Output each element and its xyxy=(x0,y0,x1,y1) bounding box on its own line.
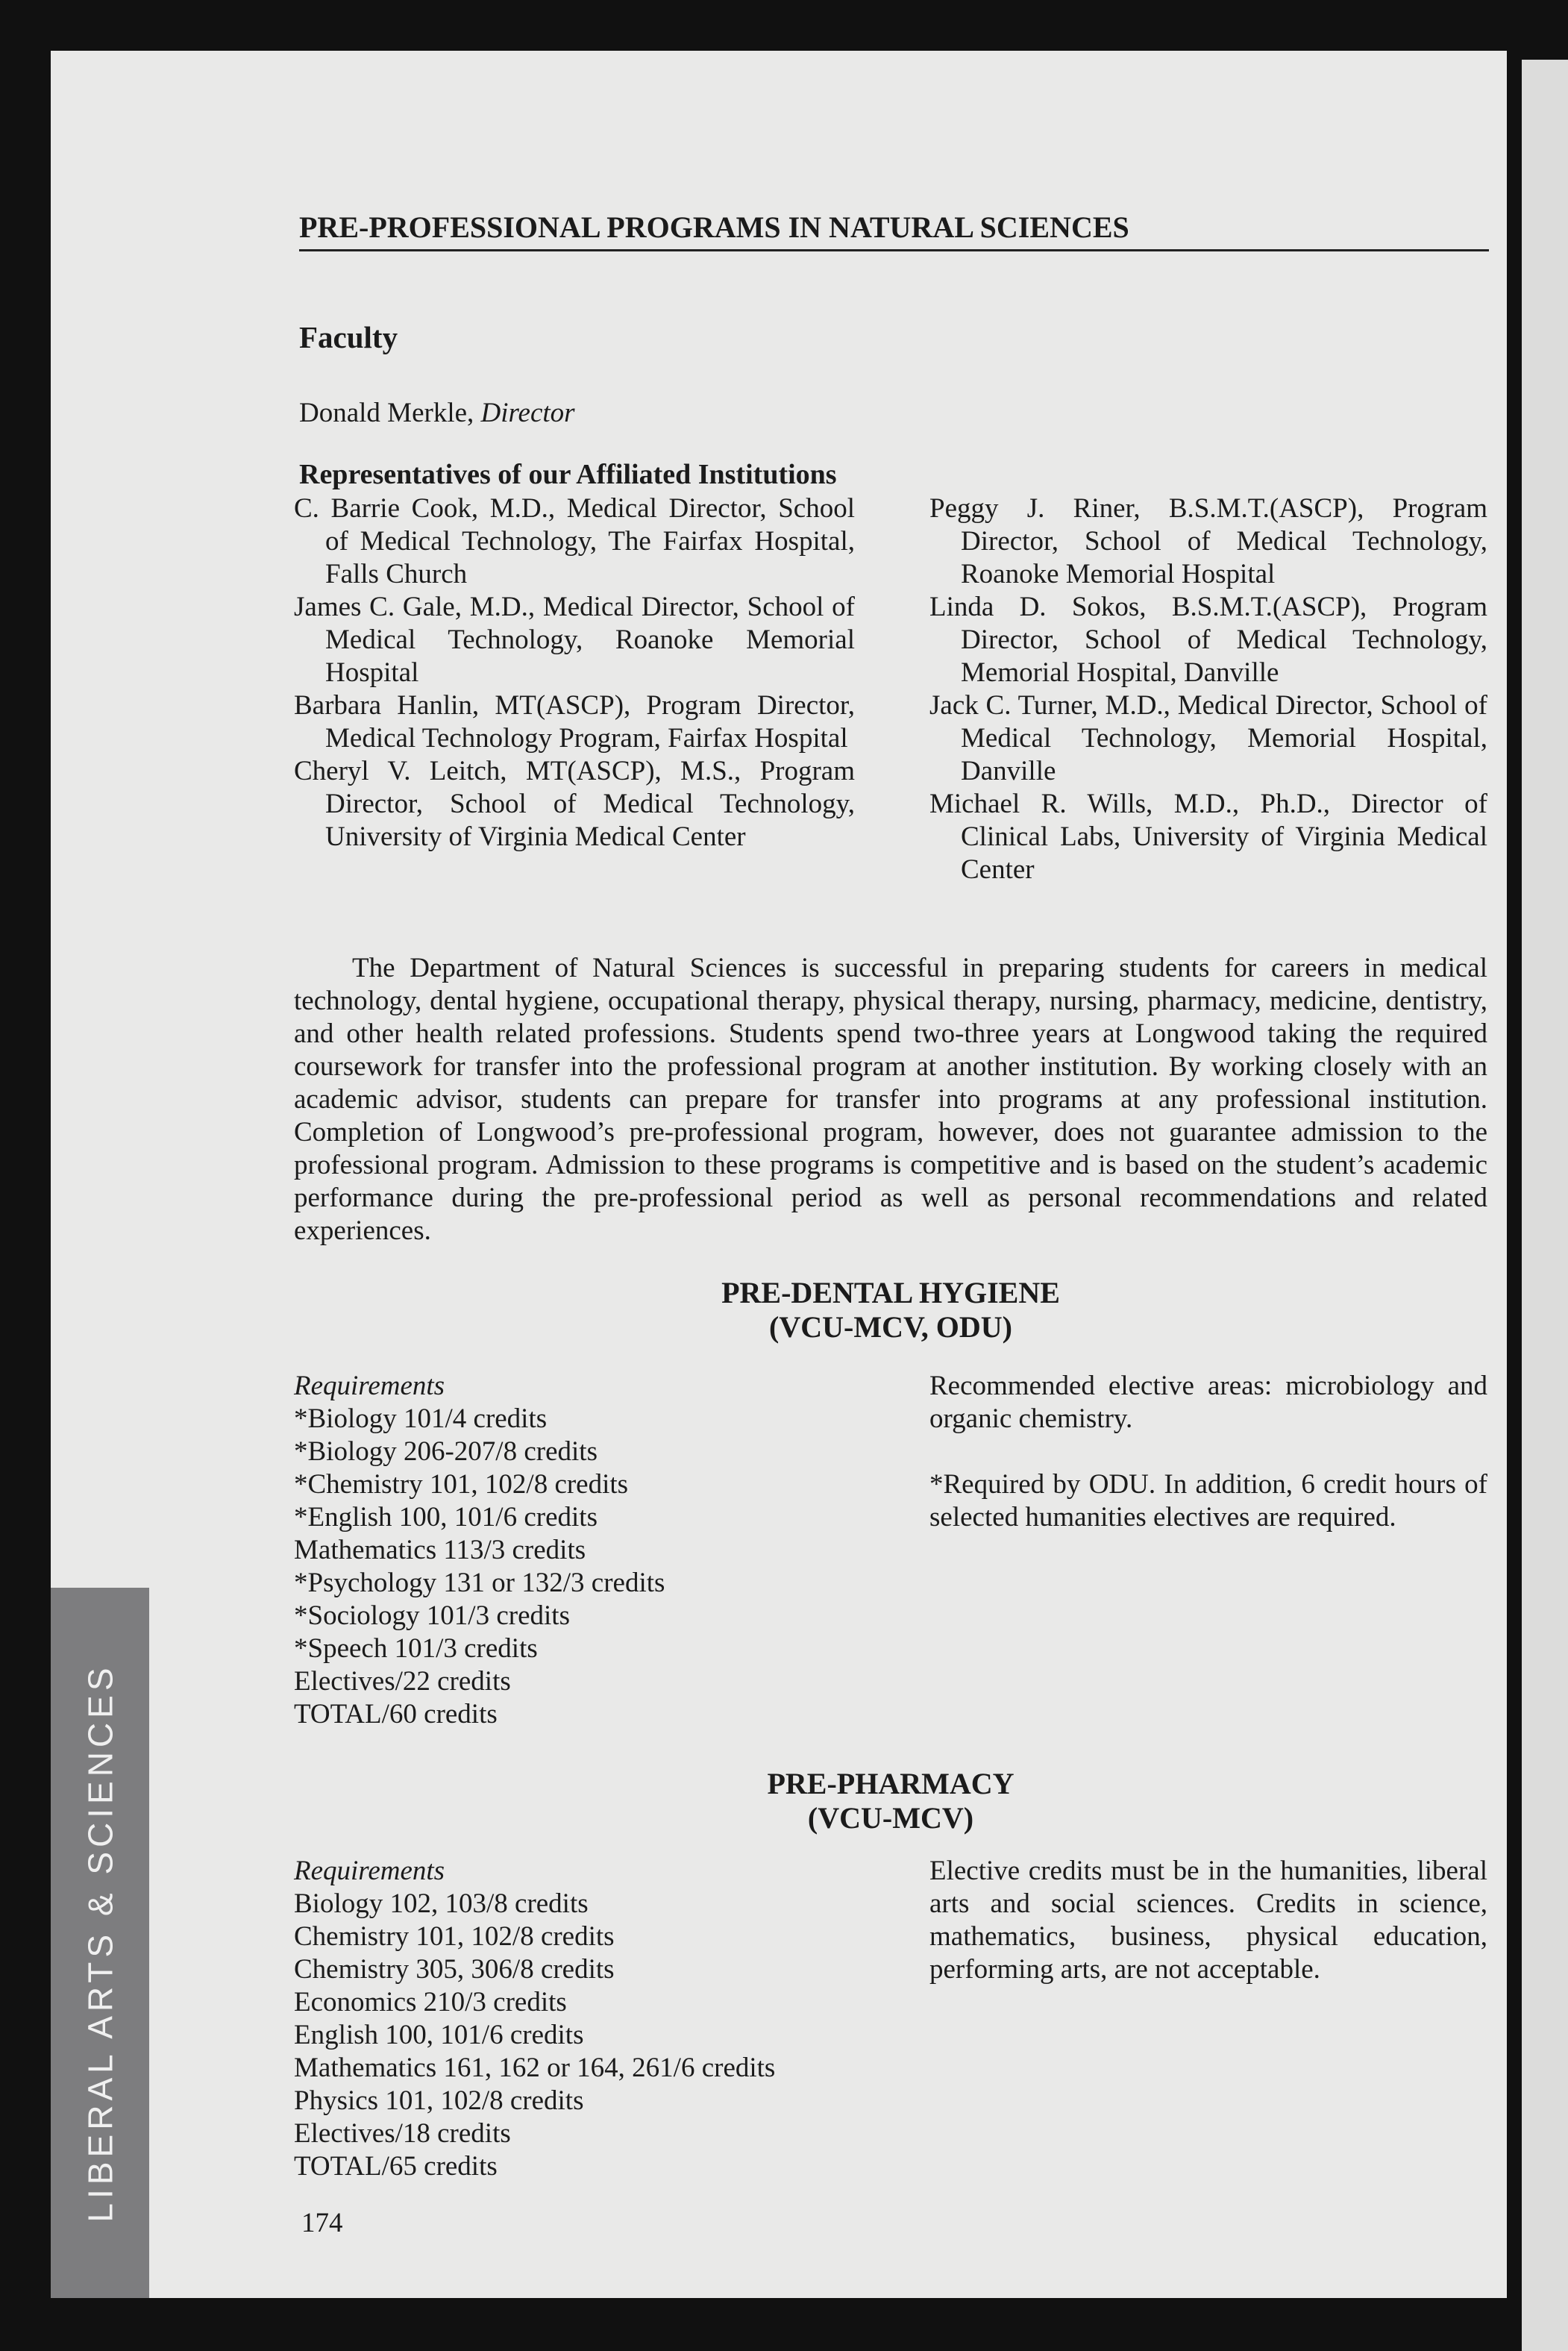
dental-note-odu: *Required by ODU. In addition, 6 credit hours of selected humanities electives are required. xyxy=(929,1469,1487,1533)
affiliate-entry: Michael R. Wills, M.D., Ph.D., Director of Clinical Labs, University of Virginia Medical Center xyxy=(929,789,1487,885)
affiliated-list-left xyxy=(294,492,855,854)
affiliate-entry: Jack C. Turner, M.D., Medical Director, School of Medical Technology, Memorial Hospital, Danville xyxy=(929,690,1487,786)
affiliate-entry: C. Barrie Cook, M.D., Medical Director, School of Medical Technology, The Fairfax Hospital, Falls Church xyxy=(294,493,855,589)
requirement-item: Mathematics 161, 162 or 164, 261/6 credits xyxy=(294,2053,776,2083)
requirements-label: Requirements xyxy=(294,1856,445,1886)
pharmacy-subheading: (VCU-MCV) xyxy=(807,1801,974,1835)
page-title: PRE-PROFESSIONAL PROGRAMS IN NATURAL SCIENCES xyxy=(299,209,1489,251)
requirement-item: TOTAL/60 credits xyxy=(294,1699,498,1729)
requirement-item: *Psychology 131 or 132/3 credits xyxy=(294,1568,665,1598)
pharmacy-heading: PRE-PHARMACY xyxy=(767,1767,1015,1800)
requirement-item: Chemistry 101, 102/8 credits xyxy=(294,1921,615,1952)
faculty-heading: Faculty xyxy=(299,320,398,354)
side-tab-label: LIBERAL ARTS & SCIENCES xyxy=(81,1663,120,2223)
requirement-item: *Biology 101/4 credits xyxy=(294,1403,548,1434)
requirement-item: *Biology 206-207/8 credits xyxy=(294,1436,598,1467)
dental-subheading: (VCU-MCV, ODU) xyxy=(769,1310,1012,1344)
requirement-item: Electives/18 credits xyxy=(294,2118,511,2149)
page-number: 174 xyxy=(301,2208,343,2238)
requirements-label: Requirements xyxy=(294,1371,445,1401)
requirement-item: English 100, 101/6 credits xyxy=(294,2020,584,2050)
page xyxy=(51,51,1507,2298)
pharmacy-section-heading xyxy=(294,1767,1487,1835)
director-line xyxy=(299,397,575,430)
section-side-tab xyxy=(51,1588,149,2298)
dental-notes xyxy=(929,1370,1487,1567)
adjacent-page-edge xyxy=(1522,60,1568,2351)
requirement-item: *Speech 101/3 credits xyxy=(294,1633,538,1664)
affiliate-entry: Cheryl V. Leitch, MT(ASCP), M.S., Program Director, School of Medical Technology, University of Virginia Medical Center xyxy=(294,756,855,852)
affiliate-entry: Peggy J. Riner, B.S.M.T.(ASCP), Program Director, School of Medical Technology, Roanoke Memorial Hospital xyxy=(929,493,1487,589)
director-role: Director xyxy=(480,398,575,428)
dental-heading: PRE-DENTAL HYGIENE xyxy=(721,1276,1060,1309)
director-name: Donald Merkle, xyxy=(299,398,481,428)
dental-note-electives: Recommended elective areas: microbiology and organic chemistry. xyxy=(929,1371,1487,1434)
intro-paragraph: The Department of Natural Sciences is successful in preparing students for careers in medical technology, dental hygiene, occupational therapy, physical therapy, nursing, pharmacy, medicine, dentistry, and other health related professions. Students spend two-three years at Longwood taking the required coursework for transfer into the professional program at another institution. By working closely with an academic advisor, students can prepare for transfer into programs at any professional institution. Completion of Longwood’s pre-professional program, however, does not guarantee admission to the professional program. Admission to these programs is competitive and is based on the student’s academic performance during the pre-professional period as well as personal recommendations and related experiences. xyxy=(294,953,1487,1246)
affiliated-list-right xyxy=(929,492,1487,886)
pharmacy-note: Elective credits must be in the humanities, liberal arts and social sciences. Credits in science, mathematics, business, physical education, performing arts, are not acceptable. xyxy=(929,1856,1487,1985)
requirement-item: Physics 101, 102/8 credits xyxy=(294,2085,584,2116)
requirement-item: *Sociology 101/3 credits xyxy=(294,1600,570,1631)
pharmacy-notes xyxy=(929,1855,1487,2019)
dental-requirements xyxy=(294,1370,891,1731)
dental-section-heading xyxy=(294,1276,1487,1344)
requirement-item: *English 100, 101/6 credits xyxy=(294,1502,598,1533)
affiliate-entry: James C. Gale, M.D., Medical Director, School of Medical Technology, Roanoke Memorial Hospital xyxy=(294,592,855,688)
affiliate-entry: Barbara Hanlin, MT(ASCP), Program Director, Medical Technology Program, Fairfax Hospital xyxy=(294,690,855,754)
requirement-item: TOTAL/65 credits xyxy=(294,2151,498,2182)
requirement-item: Biology 102, 103/8 credits xyxy=(294,1888,589,1919)
pharmacy-requirements xyxy=(294,1855,891,2183)
requirement-item: *Chemistry 101, 102/8 credits xyxy=(294,1469,629,1500)
requirement-item: Chemistry 305, 306/8 credits xyxy=(294,1954,615,1985)
requirement-item: Electives/22 credits xyxy=(294,1666,511,1697)
affiliate-entry: Linda D. Sokos, B.S.M.T.(ASCP), Program Director, School of Medical Technology, Memorial Hospital, Danville xyxy=(929,592,1487,688)
requirement-item: Economics 210/3 credits xyxy=(294,1987,567,2017)
requirement-item: Mathematics 113/3 credits xyxy=(294,1535,586,1565)
affiliated-heading: Representatives of our Affiliated Institutions xyxy=(299,459,837,490)
